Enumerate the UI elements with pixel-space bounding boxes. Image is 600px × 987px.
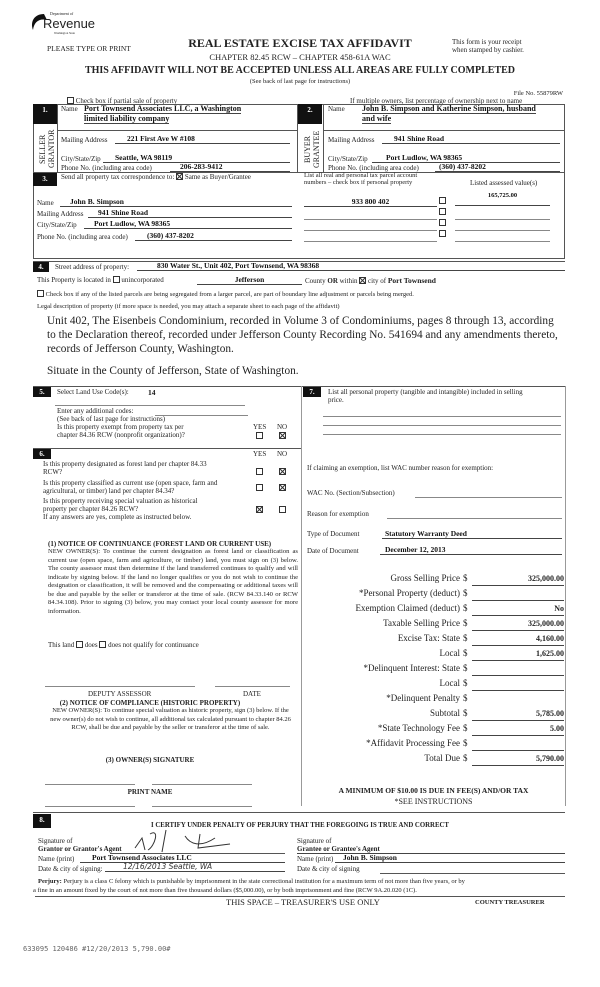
segregated-label: Check box if any of the listed parcels are being segregated from a larger parcel, are part of boundary line adjustment or parcels being merged.	[45, 291, 414, 298]
tax-row-label: *Personal Property (deduct)	[359, 588, 460, 598]
exempt-q-line2: chapter 84.36 RCW (nonprofit organization)?	[57, 431, 185, 439]
currency-symbol: $	[463, 603, 468, 613]
buyer-name-line2[interactable]: and wife	[362, 114, 392, 123]
pp-label-1: List all personal property (tangible and intangible) included in selling	[328, 388, 523, 396]
wac-field[interactable]	[415, 497, 562, 498]
buyer-name-line1[interactable]: John B. Simpson and Katherine Simpson, husband	[362, 104, 536, 113]
doc-date-label: Date of Document	[307, 547, 359, 555]
seller-city-label: City/State/Zip	[61, 155, 101, 163]
exemption-label: If claiming an exemption, list WAC number reason for exemption:	[307, 464, 494, 472]
parcel-label-1: List all real and personal tax parcel account	[304, 172, 418, 179]
partial-sale-label: Check box if partial sale of property	[75, 97, 178, 105]
county-treasurer-label: COUNTY TREASURER	[475, 899, 545, 906]
cashier-stamp: 633095 120486 #12/20/2013 5,790.00#	[23, 945, 171, 953]
exempt-q-line1: Is this property exempt from property tax per	[57, 423, 184, 431]
form-chapter: CHAPTER 82.45 RCW – CHAPTER 458-61A WAC	[209, 52, 391, 62]
buyer-phone-label: Phone No. (including area code)	[328, 164, 419, 172]
county-label: County	[305, 277, 326, 285]
notice-compliance-text: NEW OWNER(S): To continue special valuation as historic property, sign (3) below. If the new owner(s) do not wish to continue, all additional tax calculated pursuant to chapter 84.26 RCW, shall be due and payable by the seller or transferor at the time of sale.	[50, 707, 291, 731]
buyer-phone[interactable]: (360) 437-8202	[435, 162, 560, 172]
type-print-note: PLEASE TYPE OR PRINT	[47, 44, 131, 53]
section-number-5: 5.	[33, 387, 51, 397]
tax-row-value[interactable]: 5,790.00	[472, 754, 564, 766]
personal-property-checkbox[interactable]	[439, 219, 446, 226]
wac-label: WAC No. (Section/Subsection)	[307, 489, 395, 497]
buyer-name-label: Name	[328, 105, 345, 113]
tax-row-value[interactable]	[472, 589, 564, 601]
treasurer-use-label: THIS SPACE – TREASURER'S USE ONLY	[226, 897, 380, 907]
perjury-line2: a fine in an amount fixed by the court of not more than five thousand dollars ($5,000.00), or by both imprisonment and fine (RCW 9A.20.020 (1C).	[33, 887, 417, 894]
grantor-date-city[interactable]: 12/16/2013 Seattle, WA	[105, 862, 285, 872]
tax-row-value[interactable]	[472, 664, 564, 676]
deputy-assessor-label: DEPUTY ASSESSOR	[88, 690, 152, 698]
historic-no-checkbox[interactable]	[279, 506, 286, 513]
tax-phone[interactable]: (360) 437-8202	[135, 231, 292, 241]
personal-property-checkbox[interactable]	[439, 230, 446, 237]
tax-row-value[interactable]	[472, 739, 564, 751]
divider	[57, 104, 58, 172]
current-use-q	[43, 479, 217, 495]
buyer-address-label: Mailing Address	[328, 136, 375, 144]
buyer-city-label: City/State/Zip	[328, 155, 368, 163]
document-date[interactable]: December 12, 2013	[380, 545, 562, 555]
currency-symbol: $	[463, 678, 468, 688]
q3-line2: property per chapter 84.26 RCW?	[43, 505, 139, 513]
buyer-grantee-label: BUYER GRANTEE	[303, 130, 321, 168]
tax-row-value[interactable]: 325,000.00	[472, 619, 564, 631]
tax-row-label: Total Due	[424, 753, 460, 763]
buyer-address[interactable]: 941 Shine Road	[382, 134, 560, 144]
forest-yes-checkbox[interactable]	[256, 468, 263, 475]
unincorporated-label: unincorporated	[121, 276, 164, 284]
personal-property-checkbox[interactable]	[439, 197, 446, 204]
file-number: File No. 55879RW	[513, 90, 563, 97]
receipt-line-1: This form is your receipt	[452, 38, 522, 46]
yes-label: YES	[253, 450, 267, 458]
currency-symbol: $	[463, 693, 468, 703]
does-checkbox[interactable]	[76, 641, 83, 648]
property-street-address[interactable]: 830 Water St., Unit 402, Port Townsend, WA 98368	[137, 261, 565, 271]
grantee-date-field[interactable]	[380, 873, 565, 874]
same-as-buyer-label: Same as Buyer/Grantee	[184, 173, 251, 181]
tax-row-label: Local	[439, 648, 460, 658]
see-instructions-note: *SEE INSTRUCTIONS	[394, 797, 473, 806]
divider	[323, 104, 324, 172]
seller-city[interactable]: Seattle, WA 98119	[103, 153, 290, 163]
tax-row-label: Taxable Selling Price	[383, 618, 460, 628]
grantee-agent-label[interactable]: Grantee or Grantee's Agent	[297, 845, 565, 854]
currency-symbol: $	[463, 753, 468, 763]
certify-statement: I CERTIFY UNDER PENALTY OF PERJURY THAT THE FOREGOING IS TRUE AND CORRECT	[151, 822, 449, 829]
minimum-due-note: A MINIMUM OF $10.00 IS DUE IN FEE(S) AND/OR TAX	[338, 786, 529, 795]
notice-compliance-title: (2) NOTICE OF COMPLIANCE (HISTORIC PROPERTY)	[59, 699, 241, 707]
grantor-name-label: Name (print)	[38, 855, 75, 863]
owner-signature-line[interactable]	[152, 784, 252, 785]
currency-symbol: $	[463, 723, 468, 733]
tax-row-value[interactable]: 4,160.00	[472, 634, 564, 646]
q1-line2: RCW?	[43, 468, 63, 476]
forest-no-checkbox[interactable]	[279, 468, 286, 475]
tax-address-label: Mailing Address	[37, 210, 84, 218]
continuance-row	[48, 641, 199, 649]
tax-row-value[interactable]: 5.00	[472, 724, 564, 736]
currency-symbol: $	[463, 618, 468, 628]
section-number-2: 2.	[298, 104, 322, 124]
q2-line2: agricultural, or timber) land per chapter 84.34?	[43, 487, 175, 495]
forest-q	[43, 460, 207, 476]
divider	[324, 130, 565, 131]
tax-row-value[interactable]: No	[472, 604, 564, 616]
section-number-1: 1.	[33, 104, 57, 124]
divider	[58, 130, 297, 131]
seller-name-line1[interactable]: Port Townsend Associates LLC, a Washington	[84, 104, 242, 113]
personal-property-line[interactable]	[323, 434, 561, 435]
print-name-label: PRINT NAME	[127, 788, 173, 796]
receipt-line-2: when stamped by cashier.	[452, 46, 524, 54]
tax-city[interactable]: Port Ludlow, WA 98365	[84, 219, 292, 229]
multiple-owners-note: If multiple owners, list percentage of ownership next to name	[350, 97, 523, 105]
land-use-code[interactable]: 14	[148, 388, 156, 397]
dor-logo	[30, 6, 96, 36]
perjury-text-1: Perjury is a class C felony which is punishable by imprisonment in the state correctional institution for a maximum term of not more than five years, or by	[63, 878, 465, 885]
tax-row-label: *State Technology Fee	[377, 723, 460, 733]
send-label: Send all property tax correspondence to:	[61, 173, 175, 181]
seller-grantor-label: SELLER GRANTOR	[38, 129, 56, 169]
personal-property-label	[328, 388, 523, 404]
seller-name-label: Name	[61, 105, 78, 113]
document-type[interactable]: Statutory Warranty Deed	[382, 529, 562, 539]
currency-symbol: $	[463, 708, 468, 718]
yes-label: YES	[253, 423, 267, 431]
divider	[33, 448, 301, 449]
segregated-row	[37, 290, 414, 298]
logo-name: Revenue	[43, 16, 96, 31]
seller-phone[interactable]: 206-283-9412	[170, 162, 290, 172]
street-address-label: Street address of property:	[55, 263, 130, 271]
assessed-line	[455, 219, 550, 220]
tax-row-label: Excise Tax: State	[397, 633, 460, 643]
city-name[interactable]: Port Townsend	[387, 276, 436, 285]
divider	[33, 812, 565, 813]
this-land-label: This land	[48, 641, 75, 649]
logo-dept: Department of	[50, 11, 74, 16]
currency-symbol: $	[463, 588, 468, 598]
seller-address[interactable]: 221 First Ave W #108	[115, 134, 290, 144]
or-label: OR	[327, 277, 338, 285]
grantee-name-label: Name (print)	[297, 855, 334, 863]
current-use-yes-checkbox[interactable]	[256, 484, 263, 491]
tax-row-label: Local	[439, 678, 460, 688]
q1-line1: Is this property designated as forest land per chapter 84.33	[43, 460, 207, 468]
currency-symbol: $	[463, 633, 468, 643]
grantor-agent-label: Grantor or Grantor's Agent	[38, 845, 122, 853]
unincorporated-checkbox[interactable]	[113, 276, 120, 283]
notice-continuance-text: NEW OWNER(S): To continue the current designation as forest land or classification as current use (open space, farm and agriculture, or timber) land, you must sign on (3) below. The county assessor must then determine if the land transferred continues to qualify and will indicate by signing below. If the land no longer qualifies or you do not wish to continue the designation or classification, it will be removed and the compensating or additional taxes will be due and payable by the seller or transferor at the time of sale. (RCW 84.33.140 or RCW 84.34.108). Prior to signing (3) below, you may contact your local county assessor for more information.	[48, 548, 298, 615]
q2-line1: Is this property classified as current use (open space, farm and	[43, 479, 218, 487]
divider	[301, 386, 302, 806]
tax-row-label: *Delinquent Interest: State	[363, 663, 460, 673]
see-back-note: (See back of last page for instructions)	[249, 78, 351, 85]
land-use-label: Select Land Use Code(s):	[57, 388, 129, 396]
grantor-signature[interactable]	[130, 826, 270, 856]
within-label: within	[339, 277, 358, 285]
print-name-line[interactable]	[152, 806, 252, 807]
perjury-line1	[38, 878, 465, 885]
tax-row-label: *Delinquent Penalty	[386, 693, 460, 703]
current-use-no-checkbox[interactable]	[279, 484, 286, 491]
historic-yes-checkbox[interactable]	[256, 506, 263, 513]
buyer-city[interactable]: Port Ludlow, WA 98365	[372, 153, 560, 163]
situate-text[interactable]: Situate in the County of Jefferson, State of Washington.	[47, 365, 299, 377]
reason-label: Reason for exemption	[307, 510, 369, 518]
reason-field[interactable]	[387, 518, 562, 519]
completion-warning: THIS AFFIDAVIT WILL NOT BE ACCEPTED UNLESS ALL AREAS ARE FULLY COMPLETED	[84, 65, 516, 76]
parcel-line	[304, 219, 437, 220]
see-back-5: (See back of last page for instructions)	[57, 415, 166, 423]
legal-description-label: Legal description of property (if more space is needed, you may attach a separate sheet to each page of the affidavit)	[37, 303, 340, 310]
checkbox[interactable]	[67, 97, 74, 104]
section-number-3: 3.	[33, 173, 57, 186]
notice-continuance-title: (1) NOTICE OF CONTINUANCE (FOREST LAND OR CURRENT USE)	[48, 540, 272, 548]
seller-phone-label: Phone No. (including area code)	[61, 164, 152, 172]
same-as-buyer-checkbox[interactable]	[176, 173, 183, 180]
seller-name-line2[interactable]: limited liability company	[84, 114, 170, 123]
tax-name-label: Name	[37, 199, 54, 207]
currency-symbol: $	[463, 648, 468, 658]
city-of-label: city of	[368, 277, 387, 285]
segregated-checkbox[interactable]	[37, 290, 44, 297]
grantee-sig-label: Signature of	[297, 837, 332, 845]
tax-phone-label: Phone No. (including area code)	[37, 233, 128, 241]
tax-address[interactable]: 941 Shine Road	[88, 208, 292, 218]
exempt-no-checkbox[interactable]	[279, 432, 286, 439]
divider	[565, 386, 566, 806]
does-not-checkbox[interactable]	[99, 641, 106, 648]
parcel-line	[304, 230, 437, 231]
tax-row-value[interactable]	[472, 679, 564, 691]
parcel-line	[304, 241, 437, 242]
tax-row-value[interactable]: 325,000.00	[472, 574, 564, 586]
assessed-value-label: Listed assessed value(s)	[470, 179, 538, 187]
owner-signature-line[interactable]	[45, 784, 135, 785]
grantor-sig-label: Signature of	[38, 837, 73, 845]
grantee-name[interactable]: John B. Simpson	[335, 853, 565, 863]
grantee-date-label: Date & city of signing	[297, 865, 360, 873]
section-number-6: 6.	[33, 449, 51, 459]
date-line[interactable]	[215, 686, 290, 687]
deputy-signature-line[interactable]	[45, 686, 195, 687]
assessed-line	[455, 241, 550, 242]
perjury-label: Perjury:	[38, 878, 62, 885]
assessed-value[interactable]: 165,725.00	[455, 192, 550, 206]
parcel-number[interactable]: 933 800 402	[304, 197, 437, 207]
grantor-date-label: Date & city of signing:	[38, 865, 103, 873]
tax-row-label: *Affidavit Processing Fee	[366, 738, 460, 748]
tax-name[interactable]: John B. Simpson	[60, 197, 292, 207]
owner-signature-label: (3) OWNER(S) SIGNATURE	[105, 756, 195, 764]
located-label: This Property is located in	[37, 276, 111, 284]
personal-property-checkbox[interactable]	[439, 208, 446, 215]
location-row	[37, 276, 164, 284]
pp-label-2: price.	[328, 396, 344, 404]
land-use-line	[55, 405, 245, 406]
no-label: NO	[277, 450, 288, 458]
county-name[interactable]: Jefferson	[197, 275, 302, 285]
within-city-checkbox[interactable]	[359, 277, 366, 284]
receipt-note	[452, 38, 524, 54]
tax-city-label: City/State/Zip	[37, 221, 77, 229]
q3-line1: Is this property receiving special valuation as historical	[43, 497, 198, 505]
form-title: REAL ESTATE EXCISE TAX AFFIDAVIT	[188, 36, 412, 50]
county-within-row	[305, 276, 436, 285]
parcel-label-2: numbers – check box if personal property	[304, 179, 413, 186]
personal-property-line[interactable]	[323, 425, 561, 426]
print-name-line[interactable]	[45, 806, 135, 807]
section-number-8: 8.	[33, 814, 51, 828]
currency-symbol: $	[463, 573, 468, 583]
doc-type-label: Type of Document	[307, 530, 360, 538]
tax-row-value[interactable]: 1,625.00	[472, 649, 564, 661]
additional-codes-label: Enter any additional codes:	[57, 407, 134, 415]
additional-codes-field[interactable]	[155, 415, 248, 416]
exempt-yes-checkbox[interactable]	[256, 432, 263, 439]
logo-state: Washington State	[54, 31, 76, 35]
no-label: NO	[277, 423, 288, 431]
parcel-label	[304, 172, 417, 186]
historic-q	[43, 497, 198, 521]
divider	[33, 386, 565, 387]
tax-row-label: Gross Selling Price	[390, 573, 460, 583]
personal-property-checkboxes	[439, 197, 446, 237]
tax-row-value[interactable]: 5,785.00	[472, 709, 564, 721]
legal-description[interactable]: Unit 402, The Eisenbeis Condominium, recorded in Volume 3 of Condominiums, pages 8 through 13, according to the Declaration thereof, recorded under Jefferson County Recording No. 541694 and any amendments thereto, records of Jefferson County, Washington.	[47, 315, 558, 355]
currency-symbol: $	[463, 738, 468, 748]
correspondence-label	[61, 173, 251, 181]
assessed-line	[455, 230, 550, 231]
grantor-name[interactable]: Port Townsend Associates LLC	[80, 853, 285, 863]
tax-row-label: Exemption Claimed (deduct)	[355, 603, 460, 613]
section-number-4: 4.	[33, 262, 49, 272]
date-label: DATE	[243, 690, 261, 698]
does-not-label: does not qualify for continuance	[108, 641, 199, 649]
tax-row-label: Subtotal	[429, 708, 460, 718]
currency-symbol: $	[463, 663, 468, 673]
does-label: does	[84, 641, 98, 649]
personal-property-line[interactable]	[323, 416, 561, 417]
section-number-7: 7.	[303, 387, 321, 397]
if-yes-note: If any answers are yes, complete as instructed below.	[43, 513, 192, 521]
seller-address-label: Mailing Address	[61, 136, 108, 144]
